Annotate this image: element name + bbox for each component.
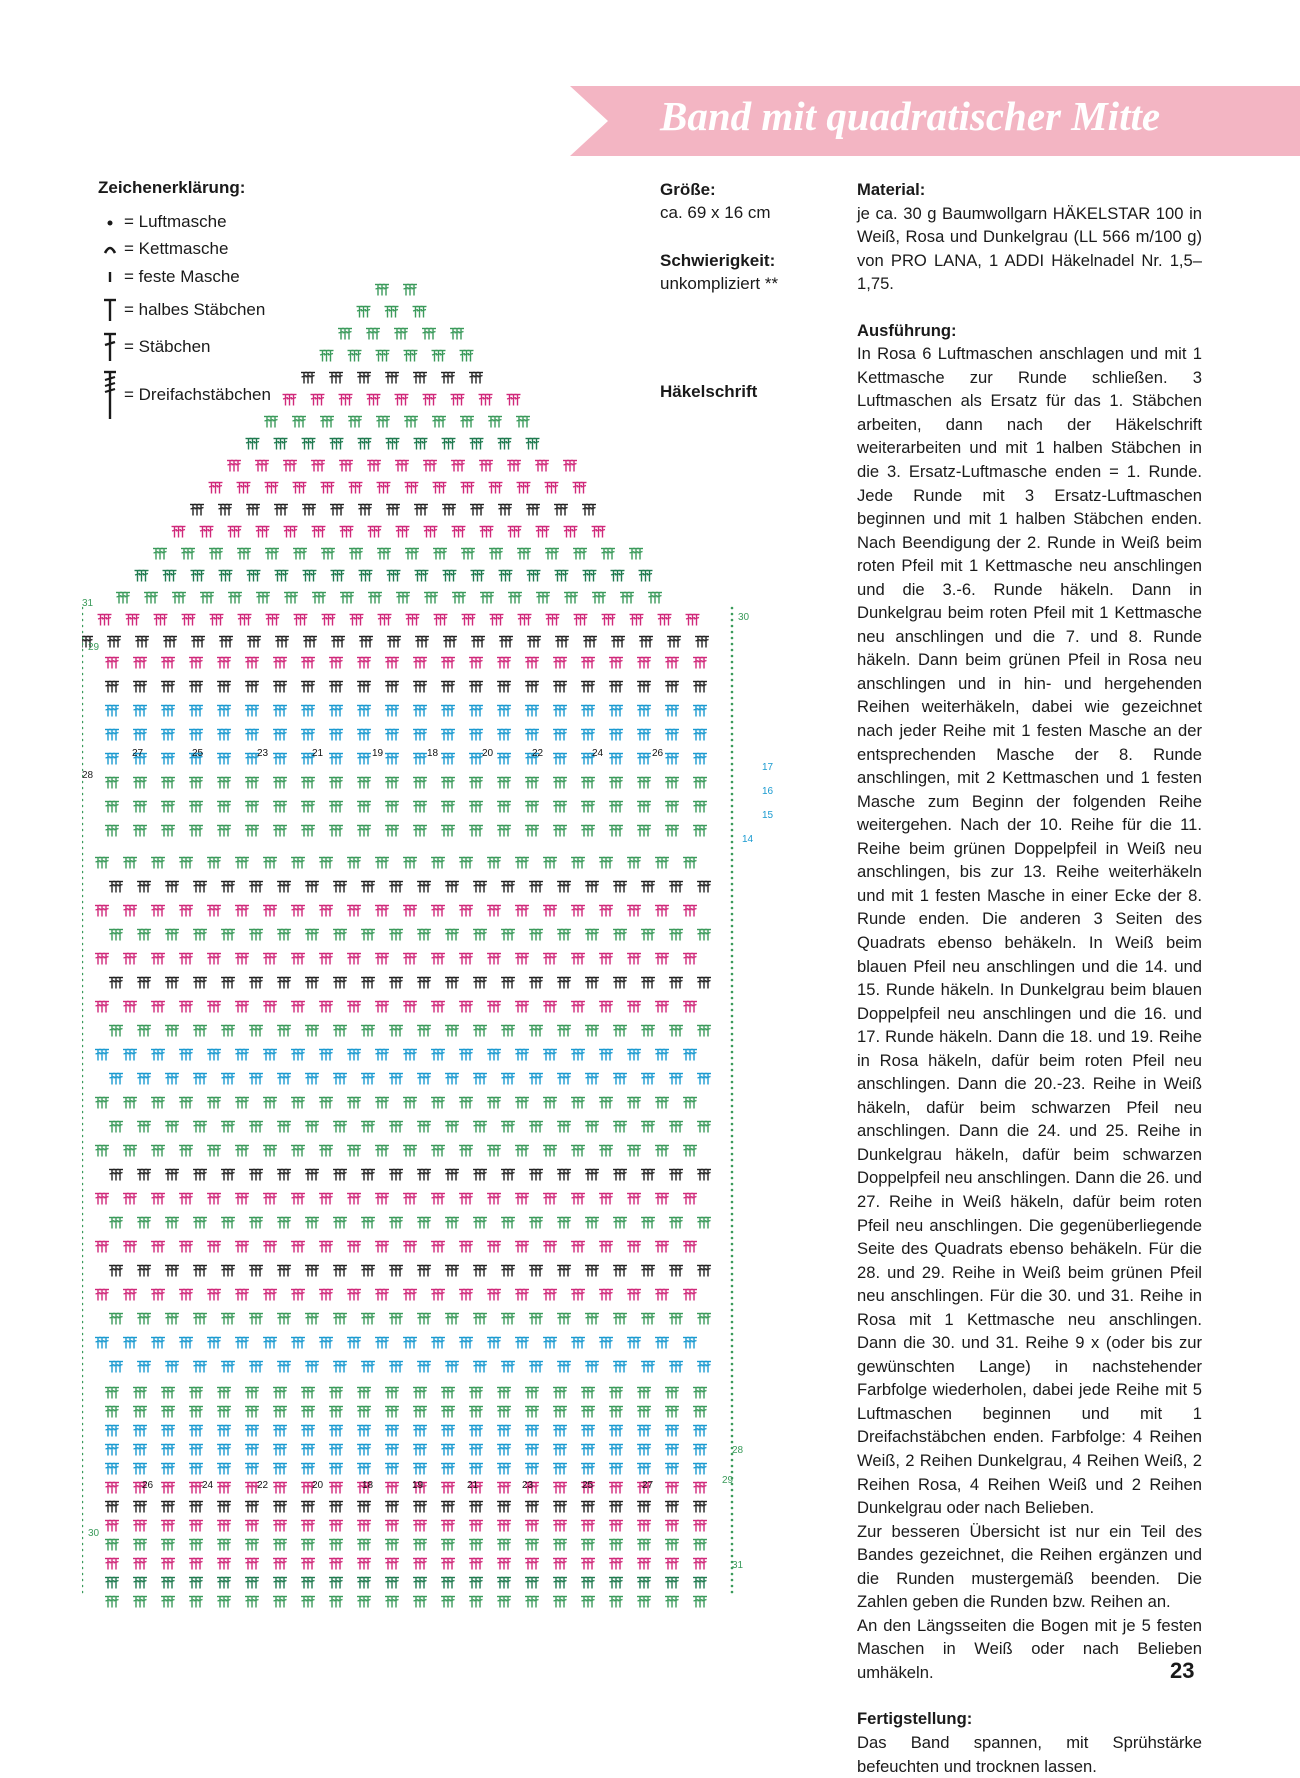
size-value: ca. 69 x 16 cm [660, 201, 850, 224]
top-row-number-label: 21 [312, 748, 324, 759]
legend-label: = Stäbchen [124, 337, 211, 357]
legend-heading: Zeichenerklärung: [98, 178, 398, 198]
slip-stitch-icon [98, 243, 122, 255]
chain-stitch-icon [98, 217, 122, 227]
top-row-number-label: 19 [372, 748, 384, 759]
bottom-row-number-label: 22 [257, 1480, 269, 1491]
material-text: je ca. 30 g Baumwollgarn HÄKELSTAR 100 in Weiß, Rosa und Dunkelgrau (LL 566 m/100 g) von PRO LANA, 1 ADDI Häkelnadel Nr. 1,5–1,75. [857, 202, 1202, 296]
row-number-label: 28 [82, 770, 94, 781]
row-number-label: 17 [762, 762, 774, 773]
legend-label: = Dreifachstäbchen [124, 385, 271, 405]
row-number-label: 14 [742, 834, 754, 845]
row-number-label: 29 [88, 642, 100, 653]
top-row-number-label: 24 [592, 748, 604, 759]
bottom-row-number-label: 18 [362, 1480, 374, 1491]
top-row-number-label: 23 [257, 748, 269, 759]
page-title: Band mit quadratischer Mitte [660, 92, 1160, 140]
legend-label: = Kettmasche [124, 239, 228, 259]
legend-label: = halbes Stäbchen [124, 300, 265, 320]
legend-item-slip [98, 235, 398, 262]
execution-paragraph: Zur besseren Übersicht ist nur ein Teil des Bandes gezeichnet, die Reihen ergänzen und die Runden mustergemäß beenden. Die Zahlen geben die Runden bzw. Reihen an. [857, 1520, 1202, 1614]
top-row-number-label: 22 [532, 748, 544, 759]
crochet-chart [82, 278, 822, 1623]
finishing-text: Das Band spannen, mit Sprühstärke befeuchten und trocknen lassen. [857, 1731, 1202, 1778]
top-row-number-label: 20 [482, 748, 494, 759]
row-number-label: 28 [732, 1445, 744, 1456]
row-number-label: 31 [732, 1560, 744, 1571]
size-block [660, 178, 850, 224]
bottom-row-number-label: 20 [312, 1480, 324, 1491]
legend-label: = feste Masche [124, 267, 240, 287]
page-number: 23 [1170, 1658, 1194, 1684]
bottom-row-number-label: 25 [582, 1480, 594, 1491]
bottom-row-number-label: 27 [642, 1480, 654, 1491]
row-number-label: 30 [738, 612, 750, 623]
legend-label: = Luftmasche [124, 212, 227, 232]
top-row-number-label: 27 [132, 748, 144, 759]
execution-heading: Ausführung: [857, 319, 1202, 343]
top-row-number-label: 26 [652, 748, 664, 759]
bottom-row-number-label: 26 [142, 1480, 154, 1491]
title-banner [570, 86, 1300, 156]
finishing-heading: Fertigstellung: [857, 1707, 1202, 1731]
difficulty-value: unkompliziert ** [660, 272, 850, 295]
size-label: Größe: [660, 178, 850, 201]
bottom-row-number-label: 21 [467, 1480, 479, 1491]
execution-paragraph: In Rosa 6 Luftmaschen anschlagen und mit 1 Kettmasche zur Runde schließen. 3 Luftmaschen als Ersatz für das 1. Stäbchen arbeiten, dann nach der Häkelschrift weiterarbeiten und mit 1 halben Stäbchen in die 3. Ersatz-Luftmasche enden = 1. Runde. Jede Runde mit 3 Ersatz-Luftmaschen beginnen und mit 1 halben Stäbchen enden. Nach Beendigung der 2. Runde in Weiß beim roten Pfeil mit 1 Kettmasche neu anschlingen und die 3.-6. Runde häkeln. Dann in Dunkelgrau beim roten Pfeil mit 1 Kettmasche neu anschlingen und die 7. und 8. Runde häkeln. Dann beim grünen Pfeil in Rosa neu anschlingen und in hin- und hergehenden Reihen weiterhäkeln, dabei wie gezeichnet nach jeder Reihe mit 1 festen Masche an der entsprechenden Masche der 8. Runde anschlingen, mit 2 Kettmaschen und 1 festen Masche zum Beginn der folgenden Reihe weitergehen. Nach der 10. Reihe für die 11. Reihe beim grünen Doppelpfeil in Weiß neu anschlingen, bis zur 13. Reihe weiterhäkeln und mit 1 festen Masche in einer Ecke der 8. Runde enden. Die anderen 3 Seiten des Quadrats ebenso behäkeln. In Weiß beim blauen Pfeil neu anschlingen und die 14. und 15. Runde häkeln. In Dunkelgrau beim blauen Doppelpfeil neu anschlingen und die 16. und 17. Runde häkeln. Dann die 18. und 19. Reihe in Rosa häkeln, dafür beim roten Pfeil neu anschlingen. Dann die 20.-23. Reihe in Weiß häkeln, dafür beim schwarzen Pfeil neu anschlingen. Dann die 24. und 25. Reihe in Dunkelgrau häkeln, dafür beim schwarzen Doppelpfeil neu anschlingen. Dann die 26. und 27. Reihe in Weiß häkeln, dafür beim roten Pfeil neu anschlingen. Die gegenüberliegende Seite des Quadrats ebenso behäkeln. Für die 28. und 29. Reihe in Weiß beim grünen Pfeil neu anschlingen. Für die 30. und 31. Reihe in Rosa mit 1 Kettmasche neu anschlingen. Dann die 30. und 31. Reihe 9 x (oder bis zur gewünschten Lange) in nachstehender Farbfolge wiederholen, dabei jede Reihe mit 5 Luftmaschen beginnen und mit 1 Dreifachstäbchen enden. Farbfolge: 4 Reihen Weiß, 2 Reihen Dunkelgrau, 4 Reihen Weiß, 2 Reihen Rosa, 4 Reihen Weiß und 2 Reihen Dunkelgrau oder nach Belieben. [857, 342, 1202, 1519]
instructions-column [857, 178, 1202, 1778]
row-number-label: 16 [762, 786, 774, 797]
top-row-number-label: 18 [427, 748, 439, 759]
material-heading: Material: [857, 178, 1202, 202]
row-number-label: 31 [82, 598, 94, 609]
difficulty-label: Schwierigkeit: [660, 249, 850, 272]
top-row-number-label: 25 [192, 748, 204, 759]
row-number-label: 30 [88, 1528, 100, 1539]
bottom-row-number-label: 24 [202, 1480, 214, 1491]
row-number-label: 29 [722, 1475, 734, 1486]
row-number-label: 15 [762, 810, 774, 821]
bottom-row-number-label: 23 [522, 1480, 534, 1491]
bottom-row-number-label: 19 [412, 1480, 424, 1491]
chart-label: Häkelschrift [660, 380, 850, 403]
execution-paragraph: An den Längsseiten die Bogen mit je 5 festen Maschen in Weiß oder nach Belieben umhäkeln. [857, 1614, 1202, 1685]
legend-item-chain [98, 208, 398, 235]
